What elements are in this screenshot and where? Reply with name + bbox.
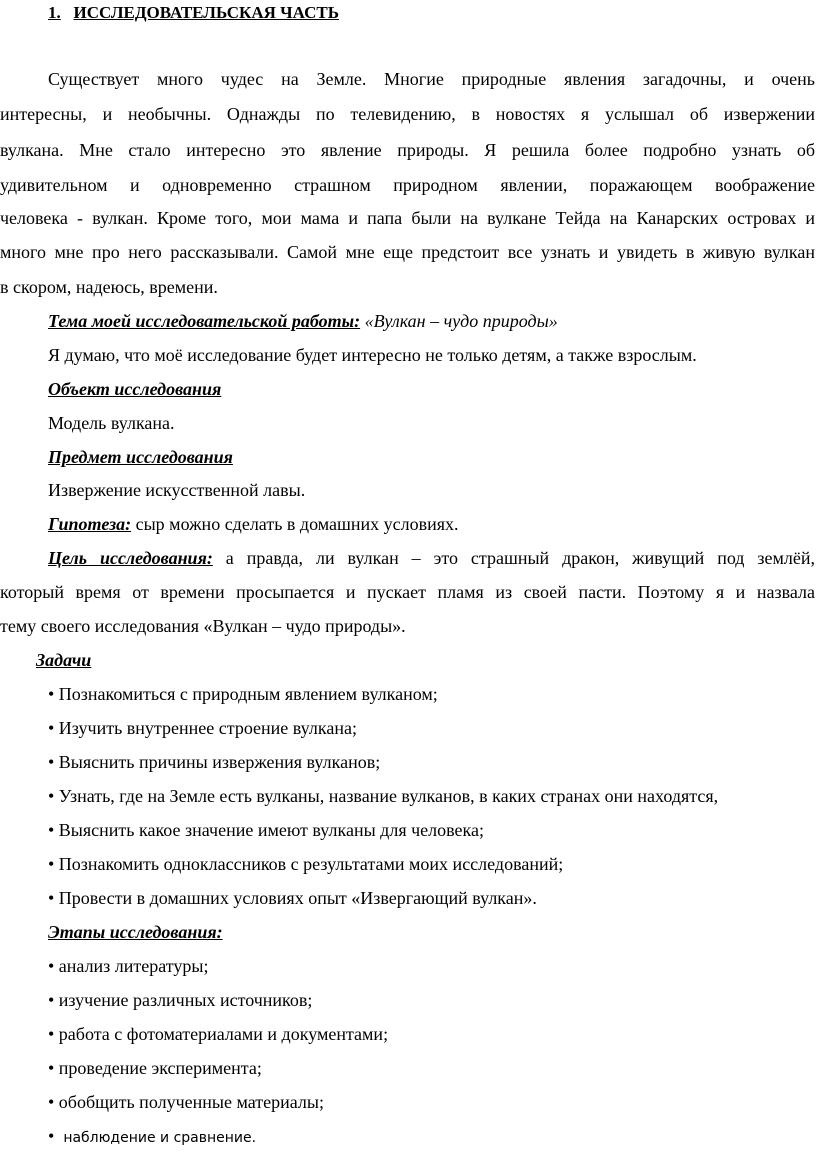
task-item: • Изучить внутреннее строение вулкана; bbox=[48, 718, 357, 738]
topic-note: Я думаю, что моё исследование будет интересно не только детям, а также взрослым. bbox=[48, 345, 697, 365]
stage-item: • обобщить полученные материалы; bbox=[48, 1092, 324, 1112]
intro-line-3: вулкана. Мне стало интересно это явление природы. Я решила более подробно узнать об bbox=[0, 140, 815, 160]
hypothesis-value: сыр можно сделать в домашних условиях. bbox=[135, 514, 459, 534]
subject-label: Предмет исследования bbox=[48, 447, 233, 467]
task-item: • Узнать, где на Земле есть вулканы, название вулканов, в каких странах они находятся, bbox=[48, 786, 719, 806]
goal-label: Цель исследования: bbox=[48, 548, 213, 568]
topic-value: «Вулкан – чудо природы» bbox=[364, 311, 558, 331]
intro-line-7: в скором, надеюсь, времени. bbox=[0, 277, 218, 297]
task-item: • Провести в домашних условиях опыт «Извергающий вулкан». bbox=[48, 888, 537, 908]
stage-item: • проведение эксперимента; bbox=[48, 1058, 262, 1078]
stage-item-last bbox=[48, 1125, 816, 1149]
goal-row bbox=[48, 547, 815, 569]
tasks-label-row bbox=[36, 649, 816, 671]
stage-item: • изучение различных источников; bbox=[48, 990, 313, 1010]
task-item: • Познакомить одноклассников с результатами моих исследований; bbox=[48, 854, 564, 874]
intro-line-4: удивительном и одновременно страшном природном явлении, поражающем воображение bbox=[0, 175, 815, 195]
topic-row bbox=[48, 310, 816, 332]
stage-last-text: наблюдение и сравнение. bbox=[63, 1130, 257, 1146]
stages-label-row bbox=[48, 921, 816, 943]
subject-label-row bbox=[48, 446, 816, 468]
stages-label: Этапы исследования: bbox=[48, 922, 223, 942]
intro-line-2: интересны, и необычны. Однажды по телевидению, в новостях я услышал об извержении bbox=[0, 104, 815, 124]
stage-item: • работа с фотоматериалами и документами; bbox=[48, 1024, 389, 1044]
stage-item: • анализ литературы; bbox=[48, 956, 209, 976]
section-number: 1. bbox=[48, 3, 61, 22]
goal-line-3: тему своего исследования «Вулкан – чудо природы». bbox=[0, 616, 406, 636]
intro-line-6: много мне про него рассказывали. Самой мне еще предстоит все узнать и увидеть в живую вулкан bbox=[0, 242, 815, 262]
hypothesis-row bbox=[48, 513, 816, 535]
object-label-row bbox=[48, 378, 816, 400]
tasks-label: Задачи bbox=[36, 650, 92, 670]
intro-line-1: Существует много чудес на Земле. Многие природные явления загадочны, и очень bbox=[48, 69, 815, 89]
subject-value: Извержение искусственной лавы. bbox=[48, 480, 306, 500]
section-heading bbox=[48, 2, 816, 24]
object-value: Модель вулкана. bbox=[48, 413, 175, 433]
goal-first-line: а правда, ли вулкан – это страшный дракон, живущий под землёй, bbox=[225, 548, 815, 568]
intro-line-5: человека - вулкан. Кроме того, мои мама и папа были на вулкане Тейда на Канарских островах и bbox=[0, 208, 815, 228]
task-item: • Выяснить причины извержения вулканов; bbox=[48, 752, 381, 772]
task-item: • Выяснить какое значение имеют вулканы для человека; bbox=[48, 820, 484, 840]
hypothesis-label: Гипотеза: bbox=[48, 514, 132, 534]
section-title: ИССЛЕДОВАТЕЛЬСКАЯ ЧАСТЬ bbox=[73, 3, 339, 22]
task-item: • Познакомиться с природным явлением вулканом; bbox=[48, 684, 438, 704]
goal-line-2: который время от времени просыпается и пускает пламя из своей пасти. Поэтому я и назвала bbox=[0, 582, 815, 602]
object-label: Объект исследования bbox=[48, 379, 222, 399]
topic-label: Тема моей исследовательской работы: bbox=[48, 311, 361, 331]
stage-last-bullet: • bbox=[48, 1126, 55, 1146]
